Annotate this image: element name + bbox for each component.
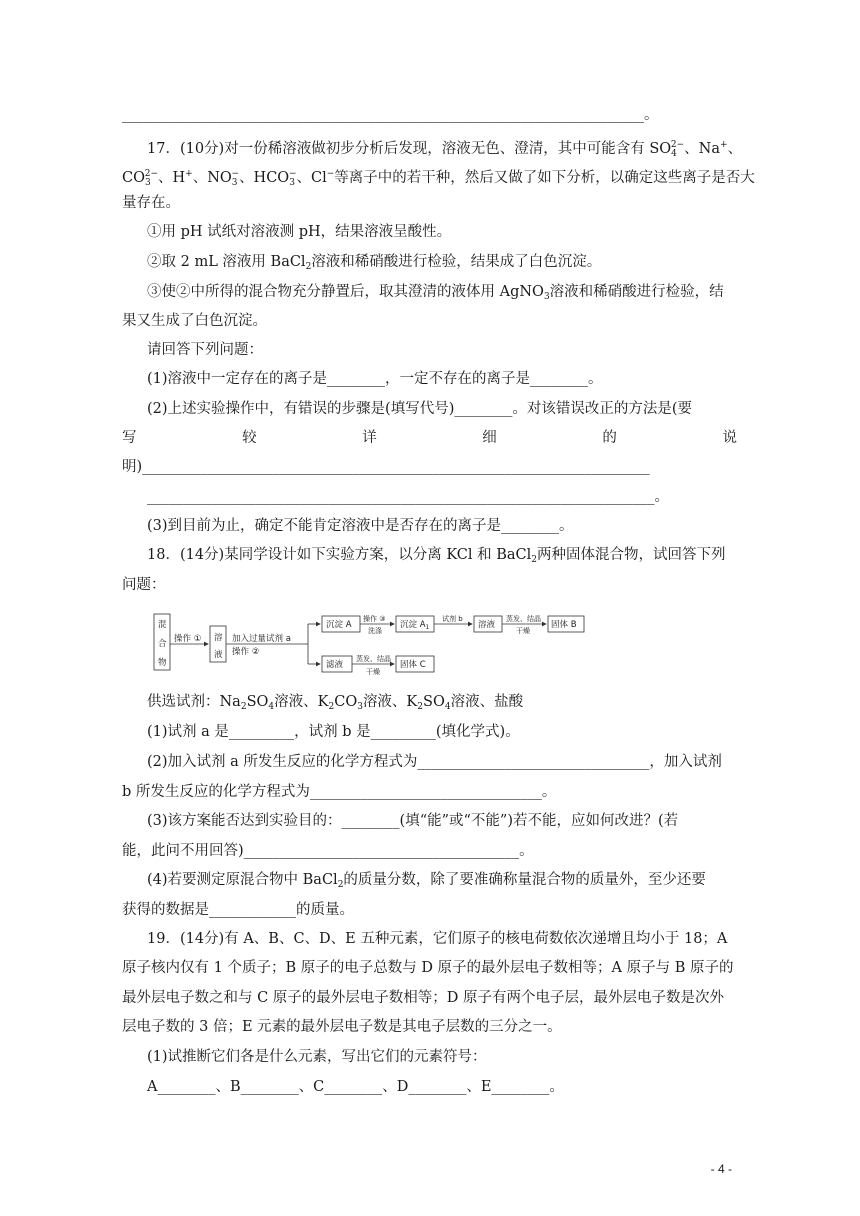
svg-text:加入过量试剂 a: 加入过量试剂 a: [232, 634, 291, 644]
svg-text:溶: 溶: [214, 633, 223, 643]
q18-sub3-line2: 能，此问不用回答)______________________________________。: [122, 843, 534, 859]
q17-sub3: (3)到目前为止，确定不能肯定溶液中是否存在的离子是________。: [147, 518, 574, 534]
q17-sub2-spread: 写 较 详 细 的 说: [122, 430, 737, 446]
q19-line3: 最外层电子数之和与 C 原子的最外层电子数相等；D 原子有两个电子层，最外层电子数是次外: [122, 990, 725, 1006]
svg-text:操作 ①: 操作 ①: [174, 634, 202, 644]
q18-line1: 18．(14分)某同学设计如下实验方案，以分离 KCl 和 BaCl$_2$两种固体混合物，试回答下列: [147, 547, 726, 565]
q18-sub2-line1: (2)加入试剂 a 所发生反应的化学方程式为________________________________，加入试剂: [147, 754, 722, 770]
svg-text:沉淀 A1: 沉淀 $A_1$: [400, 620, 430, 631]
q17-line1: 17．(10分)对一份稀溶液做初步分析后发现，溶液无色、澄清，其中可能含有 $SO_4^{2-}$、Na+、: [147, 140, 743, 159]
svg-text:物: 物: [158, 658, 167, 668]
q18-sub2-line2: b 所发生反应的化学方程式为________________________________。: [122, 784, 557, 800]
q18-line2: 问题：: [122, 577, 166, 593]
separation-flowchart: [150, 612, 600, 682]
q17-sub2-line4: ______________________________________________________________________。: [147, 489, 669, 505]
q17-prompt: 请回答下列问题：: [147, 342, 263, 358]
page-number: - 4 -: [710, 1162, 732, 1176]
svg-text:操作 ②: 操作 ②: [232, 647, 260, 657]
q19-line1: 19．(14分)有 A、B、C、D、E 五种元素，它们原子的核电荷数依次递增且均小于 18；A: [147, 931, 728, 947]
q19-answers: A________、B________、C________、D________、E________。: [147, 1079, 564, 1095]
q18-reagents: 供选试剂：$Na_2SO_4$溶液、$K_2CO_3$溶液、$K_2SO_4$溶液、盐酸: [147, 694, 524, 712]
svg-text:合: 合: [158, 639, 167, 649]
q17-step1: ①用 pH 试纸对溶液测 pH，结果溶液呈酸性。: [147, 224, 452, 240]
svg-text:蒸发、结晶: 蒸发、结晶: [506, 615, 541, 623]
q18-sub4-line2: 获得的数据是____________的质量。: [122, 902, 354, 918]
q18-sub1: (1)试剂 a 是_________，试剂 b 是_________(填化学式)。: [147, 724, 520, 740]
svg-text:溶液: 溶液: [478, 620, 496, 630]
q19-line2: 原子核内仅有 1 个质子；B 原子的电子总数与 D 原子的最外层电子数相等；A 原子与 B 原子的: [122, 960, 734, 976]
svg-text:操作 ③: 操作 ③: [363, 615, 386, 623]
q18-sub3-line1: (3)该方案能否达到实验目的：________(填“能”或“不能”)若不能，应如何改进？(若: [147, 813, 679, 829]
q17-sub2-line1: (2)上述实验操作中，有错误的步骤是(填写代号)________。对该错误改正的方法是(要: [147, 401, 693, 417]
q17-line3: 量存在。: [122, 195, 180, 211]
q17-step3: ③使②中所得的混合物充分静置后，取其澄清的液体用 AgNO$_3$溶液和稀硝酸进行检验，结: [147, 284, 724, 302]
q17-step3-cont: 果又生成了白色沉淀。: [122, 313, 267, 329]
svg-text:洗涤: 洗涤: [368, 627, 382, 635]
q17-sub2-line3: 明)______________________________________________________________________: [122, 459, 650, 475]
q17-sub1: (1)溶液中一定存在的离子是________，一定不存在的离子是________。: [147, 371, 603, 387]
q17-step2: ②取 2 mL 溶液用 BaCl$_2$溶液和稀硝酸进行检验，结果成了白色沉淀。: [147, 254, 602, 272]
svg-text:滤液: 滤液: [326, 660, 344, 670]
q18-sub4-line1: (4)若要测定原混合物中 BaCl$_2$的质量分数，除了要准确称量混合物的质量外，至少还要: [147, 872, 706, 890]
svg-text:蒸发、结晶: 蒸发、结晶: [356, 655, 391, 663]
svg-text:固体 C: 固体 C: [400, 660, 426, 670]
q19-sub1: (1)试推断它们各是什么元素，写出它们的元素符号：: [147, 1049, 487, 1065]
svg-text:固体 B: 固体 B: [551, 620, 577, 630]
svg-text:混: 混: [158, 620, 167, 630]
svg-text:试剂 b: 试剂 b: [442, 615, 463, 623]
q17-line2: $CO_3^{2-}$、H+、$NO_3^-$、$HCO_3^-$、Cl−等离子中的若干种，然后又做了如下分析，以确定这些离子是否大: [122, 169, 755, 188]
svg-text:沉淀 A: 沉淀 A: [326, 620, 352, 630]
top-answer-line: ________________________________________________________________________。: [122, 107, 659, 123]
svg-text:干燥: 干燥: [366, 668, 380, 676]
q19-line4: 层电子数的 3 倍；E 元素的最外层电子数是其电子层数的三分之一。: [122, 1019, 562, 1035]
svg-text:干燥: 干燥: [516, 627, 530, 635]
svg-text:液: 液: [214, 650, 223, 660]
